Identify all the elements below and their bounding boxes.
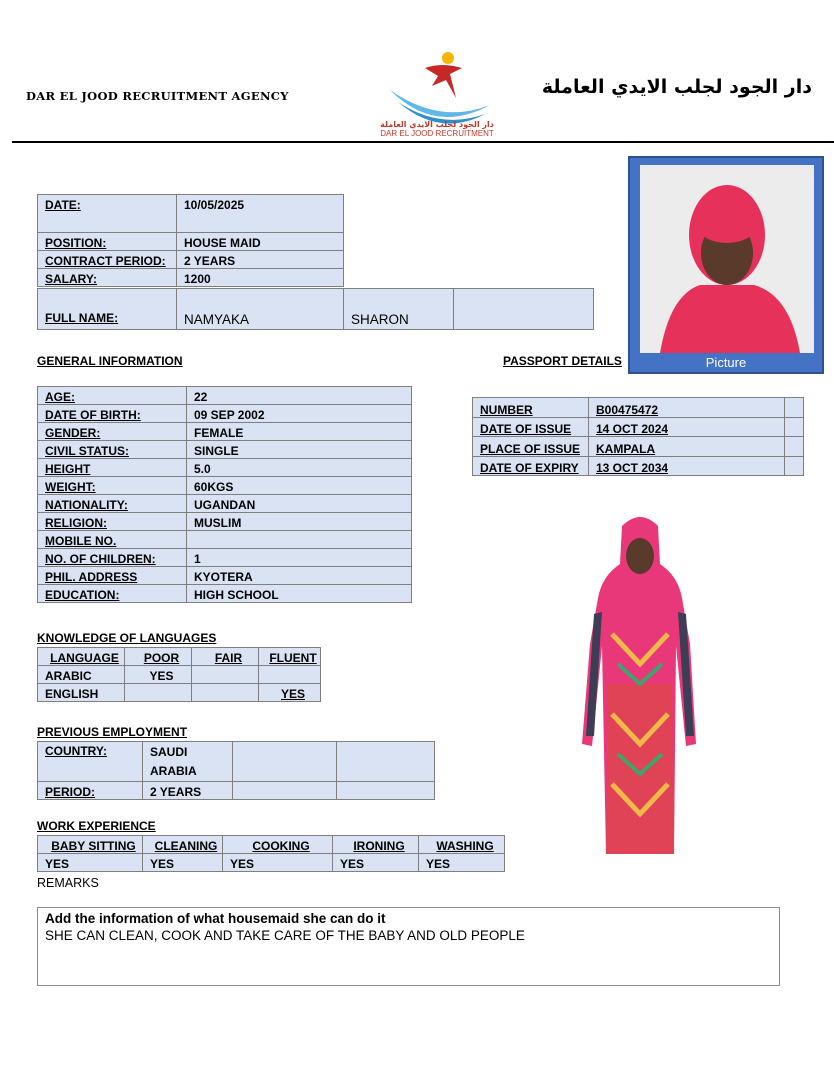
language-column-header: LANGUAGE bbox=[38, 648, 125, 666]
passport-extra-cell bbox=[785, 456, 804, 476]
language-column-header: FAIR bbox=[192, 648, 259, 666]
general-info-value: 60KGS bbox=[187, 477, 412, 495]
photo-caption: Picture bbox=[705, 355, 747, 370]
work-skill-value: YES bbox=[223, 854, 333, 872]
general-info-value: SINGLE bbox=[187, 441, 412, 459]
language-level-fluent: YES bbox=[259, 684, 321, 702]
logo-caption-en: DAR EL JOOD RECRUITMENT bbox=[380, 129, 494, 138]
general-info-label: MOBILE NO. bbox=[38, 531, 187, 549]
language-level-poor: YES bbox=[125, 666, 192, 684]
agency-name-ar: دار الجود لجلب الايدي العاملة bbox=[541, 76, 812, 98]
passport-row bbox=[473, 437, 804, 457]
general-info-row bbox=[38, 405, 412, 423]
work-skill-value: YES bbox=[143, 854, 223, 872]
full-body-photo bbox=[578, 514, 702, 860]
general-info-row bbox=[38, 459, 412, 477]
remarks-box bbox=[37, 907, 780, 986]
work-skill-header: CLEANING bbox=[143, 836, 223, 854]
general-info-value: MUSLIM bbox=[187, 513, 412, 531]
fullname-table bbox=[37, 288, 594, 330]
language-level-fair bbox=[192, 684, 259, 702]
work-skill-header: BABY SITTING bbox=[38, 836, 143, 854]
general-info-title: GENERAL INFORMATION bbox=[37, 354, 183, 368]
employment-empty-cell-2 bbox=[337, 742, 435, 782]
general-info-value: FEMALE bbox=[187, 423, 412, 441]
general-info-value: HIGH SCHOOL bbox=[187, 585, 412, 603]
previous-employment-table bbox=[37, 741, 435, 800]
passport-value: KAMPALA bbox=[589, 437, 785, 457]
general-info-row bbox=[38, 531, 412, 549]
work-skill-value: YES bbox=[419, 854, 505, 872]
passport-extra-cell bbox=[785, 417, 804, 437]
remarks-question: Add the information of what housemaid she can do it bbox=[45, 911, 386, 926]
language-column-header: FLUENT bbox=[259, 648, 321, 666]
passport-extra-cell bbox=[785, 437, 804, 457]
general-info-row bbox=[38, 441, 412, 459]
employment-empty-cell-4 bbox=[337, 782, 435, 800]
work-skill-header: WASHING bbox=[419, 836, 505, 854]
general-info-row bbox=[38, 387, 412, 405]
general-info-label: GENDER: bbox=[38, 423, 187, 441]
country-label: COUNTRY: bbox=[38, 742, 143, 782]
header-divider bbox=[12, 141, 834, 143]
general-info-label: AGE: bbox=[38, 387, 187, 405]
position-label: POSITION: bbox=[38, 233, 177, 251]
country-value: SAUDI ARABIA bbox=[143, 742, 233, 782]
position-value: HOUSE MAID bbox=[177, 233, 344, 251]
period-label: PERIOD: bbox=[38, 782, 143, 800]
person-portrait-icon bbox=[640, 165, 814, 353]
general-info-row bbox=[38, 495, 412, 513]
remarks-label: REMARKS bbox=[37, 876, 99, 890]
general-info-label: PHIL. ADDRESS bbox=[38, 567, 187, 585]
employment-empty-cell-3 bbox=[233, 782, 337, 800]
general-info-row bbox=[38, 477, 412, 495]
date-value: 10/05/2025 bbox=[177, 195, 344, 233]
passport-table bbox=[472, 397, 804, 476]
fullname-label: FULL NAME: bbox=[38, 289, 177, 330]
language-name: ARABIC bbox=[38, 666, 125, 684]
passport-row bbox=[473, 417, 804, 437]
general-info-value: KYOTERA bbox=[187, 567, 412, 585]
logo-caption-ar: دار الجود لجلب الايدي العاملة bbox=[380, 120, 494, 129]
passport-photo-frame bbox=[628, 156, 824, 374]
general-info-label: DATE OF BIRTH: bbox=[38, 405, 187, 423]
employment-empty-cell-1 bbox=[233, 742, 337, 782]
date-label: DATE: bbox=[38, 195, 177, 233]
work-experience-title: WORK EXPERIENCE bbox=[37, 819, 156, 833]
general-info-value: 5.0 bbox=[187, 459, 412, 477]
top-info-table bbox=[37, 194, 344, 287]
salary-label: SALARY: bbox=[38, 269, 177, 287]
work-skill-value: YES bbox=[333, 854, 419, 872]
passport-label: PLACE OF ISSUE bbox=[473, 437, 589, 457]
passport-label: NUMBER bbox=[473, 398, 589, 418]
general-info-value: 09 SEP 2002 bbox=[187, 405, 412, 423]
general-info-label: HEIGHT bbox=[38, 459, 187, 477]
language-name: ENGLISH bbox=[38, 684, 125, 702]
general-info-value: 22 bbox=[187, 387, 412, 405]
name-extra-cell bbox=[454, 289, 594, 330]
contract-value: 2 YEARS bbox=[177, 251, 344, 269]
general-info-label: NATIONALITY: bbox=[38, 495, 187, 513]
general-info-row bbox=[38, 513, 412, 531]
passport-label: DATE OF ISSUE bbox=[473, 417, 589, 437]
passport-photo bbox=[640, 165, 814, 353]
language-row bbox=[38, 684, 321, 702]
language-column-header: POOR bbox=[125, 648, 192, 666]
work-skill-header: COOKING bbox=[223, 836, 333, 854]
general-info-label: EDUCATION: bbox=[38, 585, 187, 603]
period-value: 2 YEARS bbox=[143, 782, 233, 800]
general-info-label: CIVIL STATUS: bbox=[38, 441, 187, 459]
contract-label: CONTRACT PERIOD: bbox=[38, 251, 177, 269]
language-row bbox=[38, 666, 321, 684]
remarks-answer: SHE CAN CLEAN, COOK AND TAKE CARE OF THE BABY AND OLD PEOPLE bbox=[45, 928, 525, 943]
general-info-row bbox=[38, 585, 412, 603]
work-skill-header: IRONING bbox=[333, 836, 419, 854]
general-info-value: 1 bbox=[187, 549, 412, 567]
general-info-table bbox=[37, 386, 412, 603]
language-level-fair bbox=[192, 666, 259, 684]
passport-row bbox=[473, 456, 804, 476]
language-level-poor bbox=[125, 684, 192, 702]
passport-value: B00475472 bbox=[589, 398, 785, 418]
passport-label: DATE OF EXPIRY bbox=[473, 456, 589, 476]
passport-value: 13 OCT 2034 bbox=[589, 456, 785, 476]
work-experience-table bbox=[37, 835, 505, 872]
last-name-value: SHARON bbox=[344, 289, 454, 330]
first-name-value: NAMYAKA bbox=[177, 289, 344, 330]
passport-extra-cell bbox=[785, 398, 804, 418]
general-info-row bbox=[38, 567, 412, 585]
passport-value: 14 OCT 2024 bbox=[589, 417, 785, 437]
general-info-label: RELIGION: bbox=[38, 513, 187, 531]
languages-title: KNOWLEDGE OF LANGUAGES bbox=[37, 631, 217, 645]
previous-employment-title: PREVIOUS EMPLOYMENT bbox=[37, 725, 188, 739]
languages-table bbox=[37, 647, 321, 702]
general-info-label: WEIGHT: bbox=[38, 477, 187, 495]
general-info-value bbox=[187, 531, 412, 549]
agency-name-en: DAR EL JOOD RECRUITMENT AGENCY bbox=[26, 89, 289, 103]
general-info-label: NO. OF CHILDREN: bbox=[38, 549, 187, 567]
general-info-row bbox=[38, 549, 412, 567]
work-skill-value: YES bbox=[38, 854, 143, 872]
general-info-row bbox=[38, 423, 412, 441]
passport-details-title: PASSPORT DETAILS bbox=[503, 354, 622, 368]
passport-row bbox=[473, 398, 804, 418]
salary-value: 1200 bbox=[177, 269, 344, 287]
language-level-fluent bbox=[259, 666, 321, 684]
general-info-value: UGANDAN bbox=[187, 495, 412, 513]
